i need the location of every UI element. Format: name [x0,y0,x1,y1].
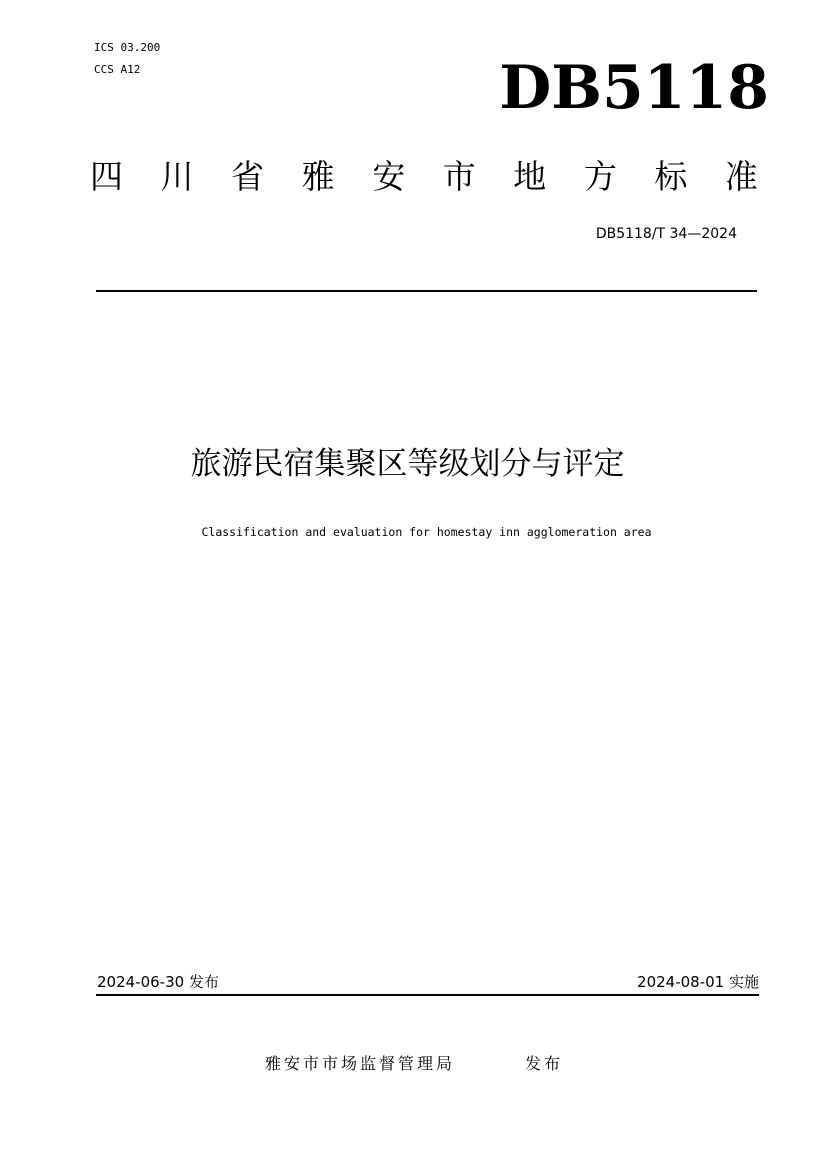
ics-code: ICS 03.200 [94,41,161,54]
standard-type-char: 雅 [301,157,335,196]
standard-type-char: 方 [583,157,617,196]
issue-action: 发布 [525,1054,564,1073]
implementation-date: 2024-08-01 实施 [637,973,759,991]
standard-type-char: 市 [442,157,476,196]
standard-type-char: 准 [724,157,758,196]
top-divider [96,290,757,292]
standard-type-char: 地 [513,157,547,196]
standard-type-char: 省 [231,157,265,196]
standard-type-char: 川 [160,157,194,196]
publication-date: 2024-06-30 发布 [97,973,219,991]
standard-type-heading [90,155,758,199]
standard-type-char: 四 [90,157,123,196]
title-english: Classification and evaluation for homestay inn agglomeration area [201,525,652,539]
issuing-authority: 雅安市市场监督管理局 [265,1054,456,1073]
standard-type-char: 标 [654,157,688,196]
standard-type-char: 安 [372,157,406,196]
title-chinese: 旅游民宿集聚区等级划分与评定 [190,446,625,482]
standard-number: DB5118/T 34—2024 [595,226,737,242]
standard-logo: DB5118 [499,53,769,123]
ccs-code: CCS A12 [94,63,141,76]
bottom-divider [96,994,759,996]
